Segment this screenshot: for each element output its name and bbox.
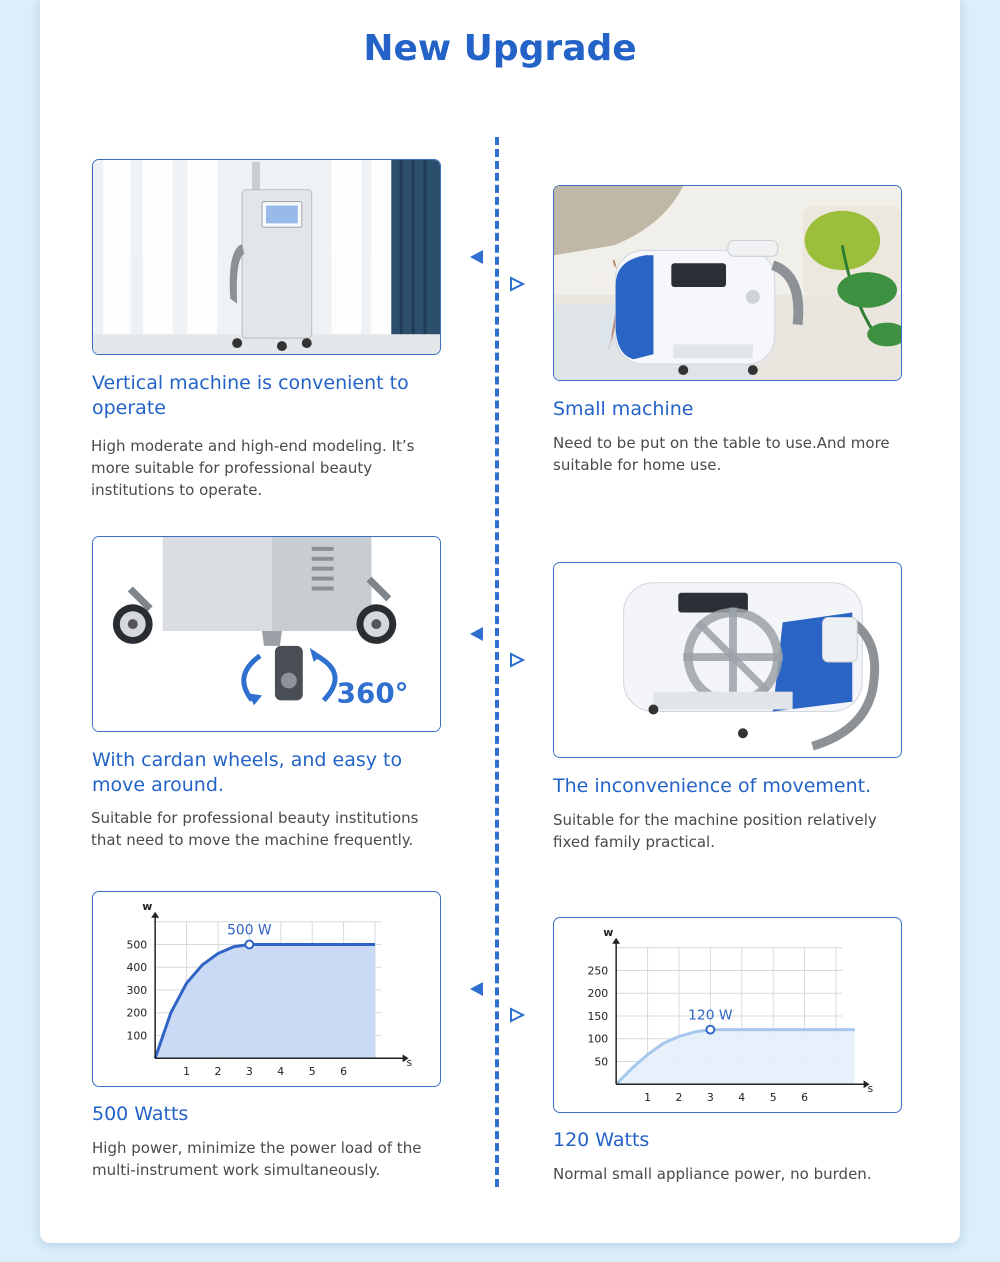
immobile-machine-heading: The inconvenience of movement. <box>553 775 872 797</box>
y-axis-label: w <box>603 925 614 939</box>
cardan-wheels-heading: With cardan wheels, and easy to move around. <box>92 749 403 796</box>
rotation-badge: 360° <box>336 676 409 710</box>
right-arrow-icon <box>509 276 525 292</box>
y-tick-label: 150 <box>587 1009 609 1023</box>
power-chart-500w <box>92 891 441 1087</box>
left-arrow-icon <box>470 627 483 641</box>
immobile-machine-desc: Suitable for the machine position relatively fixed family practical. <box>553 811 877 851</box>
vertical-machine-image <box>92 159 441 355</box>
y-tick-label: 200 <box>587 987 609 1001</box>
y-tick-label: 100 <box>587 1032 609 1046</box>
chart-120w-svg <box>554 918 901 1112</box>
y-tick-label: 300 <box>126 983 148 997</box>
x-axis-label: s <box>406 1056 413 1070</box>
vertical-machine-heading: Vertical machine is convenient to operate <box>92 372 409 419</box>
y-axis-label: w <box>142 899 153 913</box>
right-arrow-icon <box>509 1007 525 1023</box>
small-machine-image <box>553 185 902 381</box>
x-tick-label: 5 <box>308 1065 316 1079</box>
y-tick-label: 200 <box>126 1006 148 1020</box>
x-axis-label: s <box>867 1082 874 1096</box>
x-tick-label: 6 <box>340 1065 348 1079</box>
y-tick-label: 400 <box>126 961 148 975</box>
x-tick-label: 5 <box>769 1091 777 1105</box>
500w-heading: 500 Watts <box>92 1103 189 1125</box>
immobile-machine-image <box>553 562 902 758</box>
power-chart-120w <box>553 917 902 1113</box>
chart-500w-svg <box>93 892 440 1086</box>
right-arrow-icon <box>509 652 525 668</box>
x-tick-label: 4 <box>277 1065 285 1079</box>
area-fill <box>616 1030 855 1085</box>
center-divider <box>495 137 499 1187</box>
y-tick-label: 500 <box>126 938 148 952</box>
x-tick-label: 1 <box>183 1065 191 1079</box>
annotation-label: 500 W <box>227 922 272 939</box>
annotation-label: 120 W <box>688 1007 733 1024</box>
x-tick-label: 3 <box>245 1065 253 1079</box>
y-tick-label: 250 <box>587 964 609 978</box>
120w-desc: Normal small appliance power, no burden. <box>553 1165 872 1183</box>
x-tick-label: 6 <box>801 1091 809 1105</box>
y-tick-label: 100 <box>126 1029 148 1043</box>
x-tick-label: 2 <box>675 1091 683 1105</box>
small-machine-desc: Need to be put on the table to use.And more suitable for home use. <box>553 434 890 474</box>
y-axis-arrow-icon <box>151 912 159 918</box>
500w-desc: High power, minimize the power load of the multi-instrument work simultaneously. <box>92 1139 422 1179</box>
x-tick-label: 3 <box>706 1091 714 1105</box>
vertical-machine-desc: High moderate and high-end modeling. It’s more suitable for professional beauty institutions to operate. <box>91 437 415 499</box>
x-tick-label: 2 <box>214 1065 222 1079</box>
cardan-wheels-desc: Suitable for professional beauty institutions that need to move the machine frequently. <box>91 809 419 849</box>
page-title: New Upgrade <box>363 28 637 69</box>
x-tick-label: 1 <box>644 1091 652 1105</box>
annotation-point <box>706 1026 714 1034</box>
cardan-wheels-image <box>92 536 441 732</box>
y-tick-label: 50 <box>594 1055 609 1069</box>
annotation-point <box>245 941 253 949</box>
x-tick-label: 4 <box>738 1091 746 1105</box>
120w-heading: 120 Watts <box>553 1129 650 1151</box>
y-axis-arrow-icon <box>612 938 620 944</box>
left-arrow-icon <box>470 982 483 996</box>
small-machine-heading: Small machine <box>553 398 694 420</box>
area-fill <box>155 944 375 1058</box>
left-arrow-icon <box>470 250 483 264</box>
